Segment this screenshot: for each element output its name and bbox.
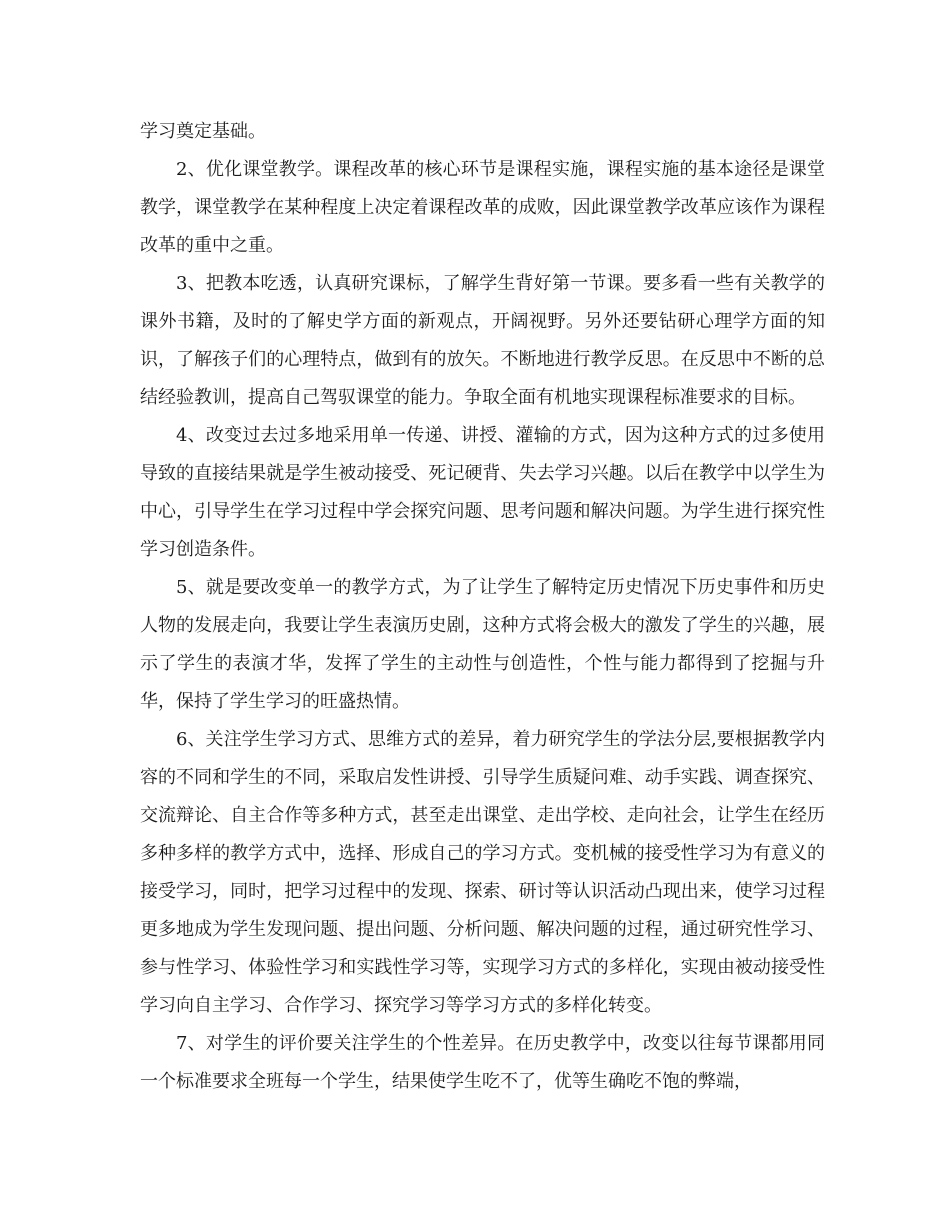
paragraph-continuation: 学习奠定基础。 (140, 121, 266, 142)
paragraph-item-4: 4、改变过去过多地采用单一传递、讲授、灌输的方式，因为这种方式的过多使用导致的直接结果就是学生被动接受、死记硬背、失去学习兴趣。以后在教学中以学生为中心，引导学生在学习过程中学会探究问题、思考问题和解决问题。为学生进行探究性学习创造条件。 (140, 425, 825, 560)
paragraph-item-6: 6、关注学生学习方式、思维方式的差异，着力研究学生的学法分层,要根据教学内容的不同和学生的不同，采取启发性讲授、引导学生质疑问难、动手实践、调查探究、交流辩论、自主合作等多种方式，甚至走出课堂、走出学校、走向社会，让学生在经历多种多样的教学方式中，选择、形成自己的学习方式。变机械的接受性学习为有意义的接受学习，同时，把学习过程中的发现、探索、研讨等认识活动凸现出来，使学习过程更多地成为学生发现问题、提出问题、分析问题、解决问题的过程，通过研究性学习、参与性学习、体验性学习和实践性学习等，实现学习方式的多样化，实现由被动接受性学习向自主学习、合作学习、探究学习等学习方式的多样化转变。 (140, 729, 825, 1016)
paragraph-item-5: 5、就是要改变单一的教学方式，为了让学生了解特定历史情况下历史事件和历史人物的发展走向，我要让学生表演历史剧，这种方式将会极大的激发了学生的兴趣，展示了学生的表演才华，发挥了学生的主动性与创造性，个性与能力都得到了挖掘与升华，保持了学生学习的旺盛热情。 (140, 577, 825, 712)
paragraph-item-3: 3、把教本吃透，认真研究课标，了解学生背好第一节课。要多看一些有关教学的课外书籍，及时的了解史学方面的新观点，开阔视野。另外还要钻研心理学方面的知识，了解孩子们的心理特点，做到有的放矢。不断地进行教学反思。在反思中不断的总结经验教训，提高自己驾驭课堂的能力。争取全面有机地实现课程标准要求的目标。 (140, 273, 825, 408)
paragraph-item-7: 7、对学生的评价要关注学生的个性差异。在历史教学中，改变以往每节课都用同一个标准要求全班每一个学生，结果使学生吃不了，优等生确吃不饱的弊端， (140, 1033, 825, 1092)
paragraph-item-2: 2、优化课堂教学。课程改革的核心环节是课程实施，课程实施的基本途径是课堂教学，课堂教学在某种程度上决定着课程改革的成败，因此课堂教学改革应该作为课程改革的重中之重。 (140, 159, 825, 256)
